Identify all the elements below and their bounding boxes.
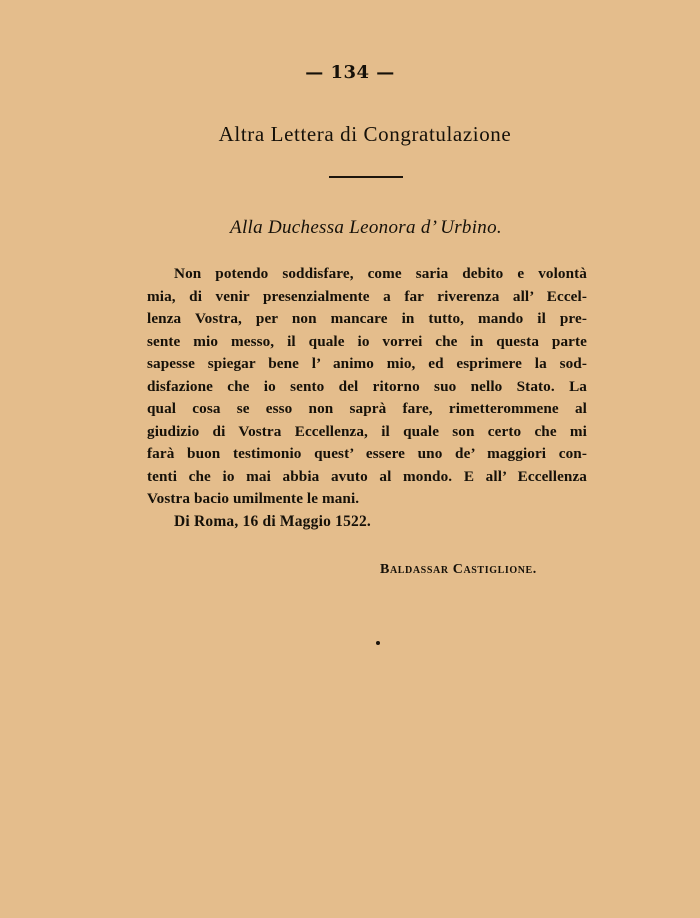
letter-body	[147, 263, 587, 511]
body-line: sapesse spiegar bene l’ animo mio, ed esprimere la sod-	[147, 355, 587, 372]
body-line: giudizio di Vostra Eccellenza, il quale son certo che mi	[147, 422, 587, 440]
body-line: Non potendo soddisfare, come saria debito e volontà	[174, 265, 587, 282]
letter-title: Altra Lettera di Congratulazione	[218, 122, 512, 146]
body-line: farà buon testimonio quest’ essere uno de’ maggiori con-	[147, 445, 587, 462]
title-divider	[329, 176, 403, 178]
body-line: disfazione che io sento del ritorno suo nello Stato. La	[147, 377, 587, 395]
letter-addressee: Alla Duchessa Leonora d’ Urbino.	[230, 217, 502, 238]
body-line: qual cosa se esso non saprà fare, rimetterommene al	[147, 400, 587, 417]
letter-dateline: Di Roma, 16 di Maggio 1522.	[174, 513, 371, 530]
body-line: sente mio messo, il quale io vorrei che in questa parte	[147, 332, 587, 350]
page-number: — 134 —	[305, 62, 395, 83]
body-line: mia, di venir presenzialmente a far riverenza all’ Eccel-	[147, 287, 587, 305]
body-line: tenti che io mai abbia avuto al mondo. E all’ Eccellenza	[147, 467, 587, 485]
letter-signature: Baldassar Castiglione.	[380, 562, 537, 577]
body-line: Vostra bacio umilmente le mani.	[147, 490, 360, 507]
ink-speck	[376, 641, 380, 645]
body-line: lenza Vostra, per non mancare in tutto, mando il pre-	[147, 310, 587, 327]
